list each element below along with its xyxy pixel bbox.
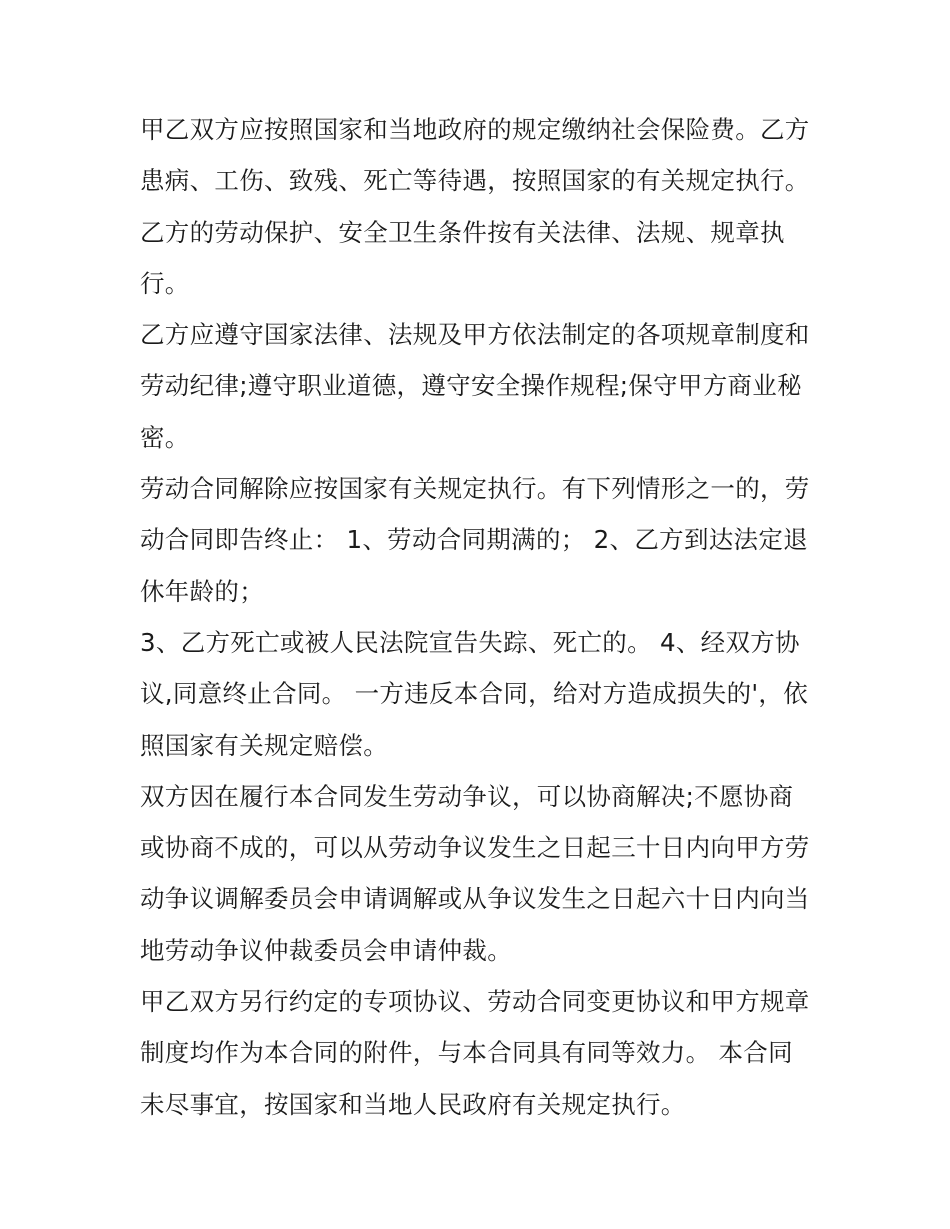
text-line: 双方因在履行本合同发生劳动争议，可以协商解决;不愿协商 xyxy=(140,781,794,811)
text-line: 劳动纪律;遵守职业道德，遵守安全操作规程;保守甲方商业秘 xyxy=(140,371,802,401)
text-line: 乙方的劳动保护、安全卫生条件按有关法律、法规、规章执 xyxy=(140,217,785,247)
text-line: 行。 xyxy=(140,268,190,298)
text-line: 地劳动争议仲裁委员会申请仲裁。 xyxy=(140,935,512,965)
text-line: 议,同意终止合同。 一方违反本合同，给对方造成损失的'，依 xyxy=(140,679,809,709)
text-line: 患病、工伤、致残、死亡等待遇，按照国家的有关规定执行。 xyxy=(140,166,810,196)
text-line: 动争议调解委员会申请调解或从争议发生之日起六十日内向当 xyxy=(140,884,810,914)
text-line: 3、乙方死亡或被人民法院宣告失踪、死亡的。 4、经双方协 xyxy=(140,627,800,657)
text-line: 动合同即告终止： 1、劳动合同期满的； 2、乙方到达法定退 xyxy=(140,525,808,555)
text-line: 休年龄的； xyxy=(140,576,264,606)
text-line: 密。 xyxy=(140,422,190,452)
text-line: 或协商不成的，可以从劳动争议发生之日起三十日内向甲方劳 xyxy=(140,833,810,863)
text-line: 甲乙双方另行约定的专项协议、劳动合同变更协议和甲方规章 xyxy=(140,987,810,1017)
text-line: 甲乙双方应按照国家和当地政府的规定缴纳社会保险费。乙方 xyxy=(140,115,810,144)
text-line: 制度均作为本合同的附件，与本合同具有同等效力。 本合同 xyxy=(140,1038,793,1068)
text-line: 未尽事宜，按国家和当地人民政府有关规定执行。 xyxy=(140,1089,686,1119)
text-line: 乙方应遵守国家法律、法规及甲方依法制定的各项规章制度和 xyxy=(140,320,810,350)
text-line: 照国家有关规定赔偿。 xyxy=(140,730,388,760)
text-line: 劳动合同解除应按国家有关规定执行。有下列情形之一的，劳 xyxy=(140,474,810,504)
document-body xyxy=(140,104,830,1130)
